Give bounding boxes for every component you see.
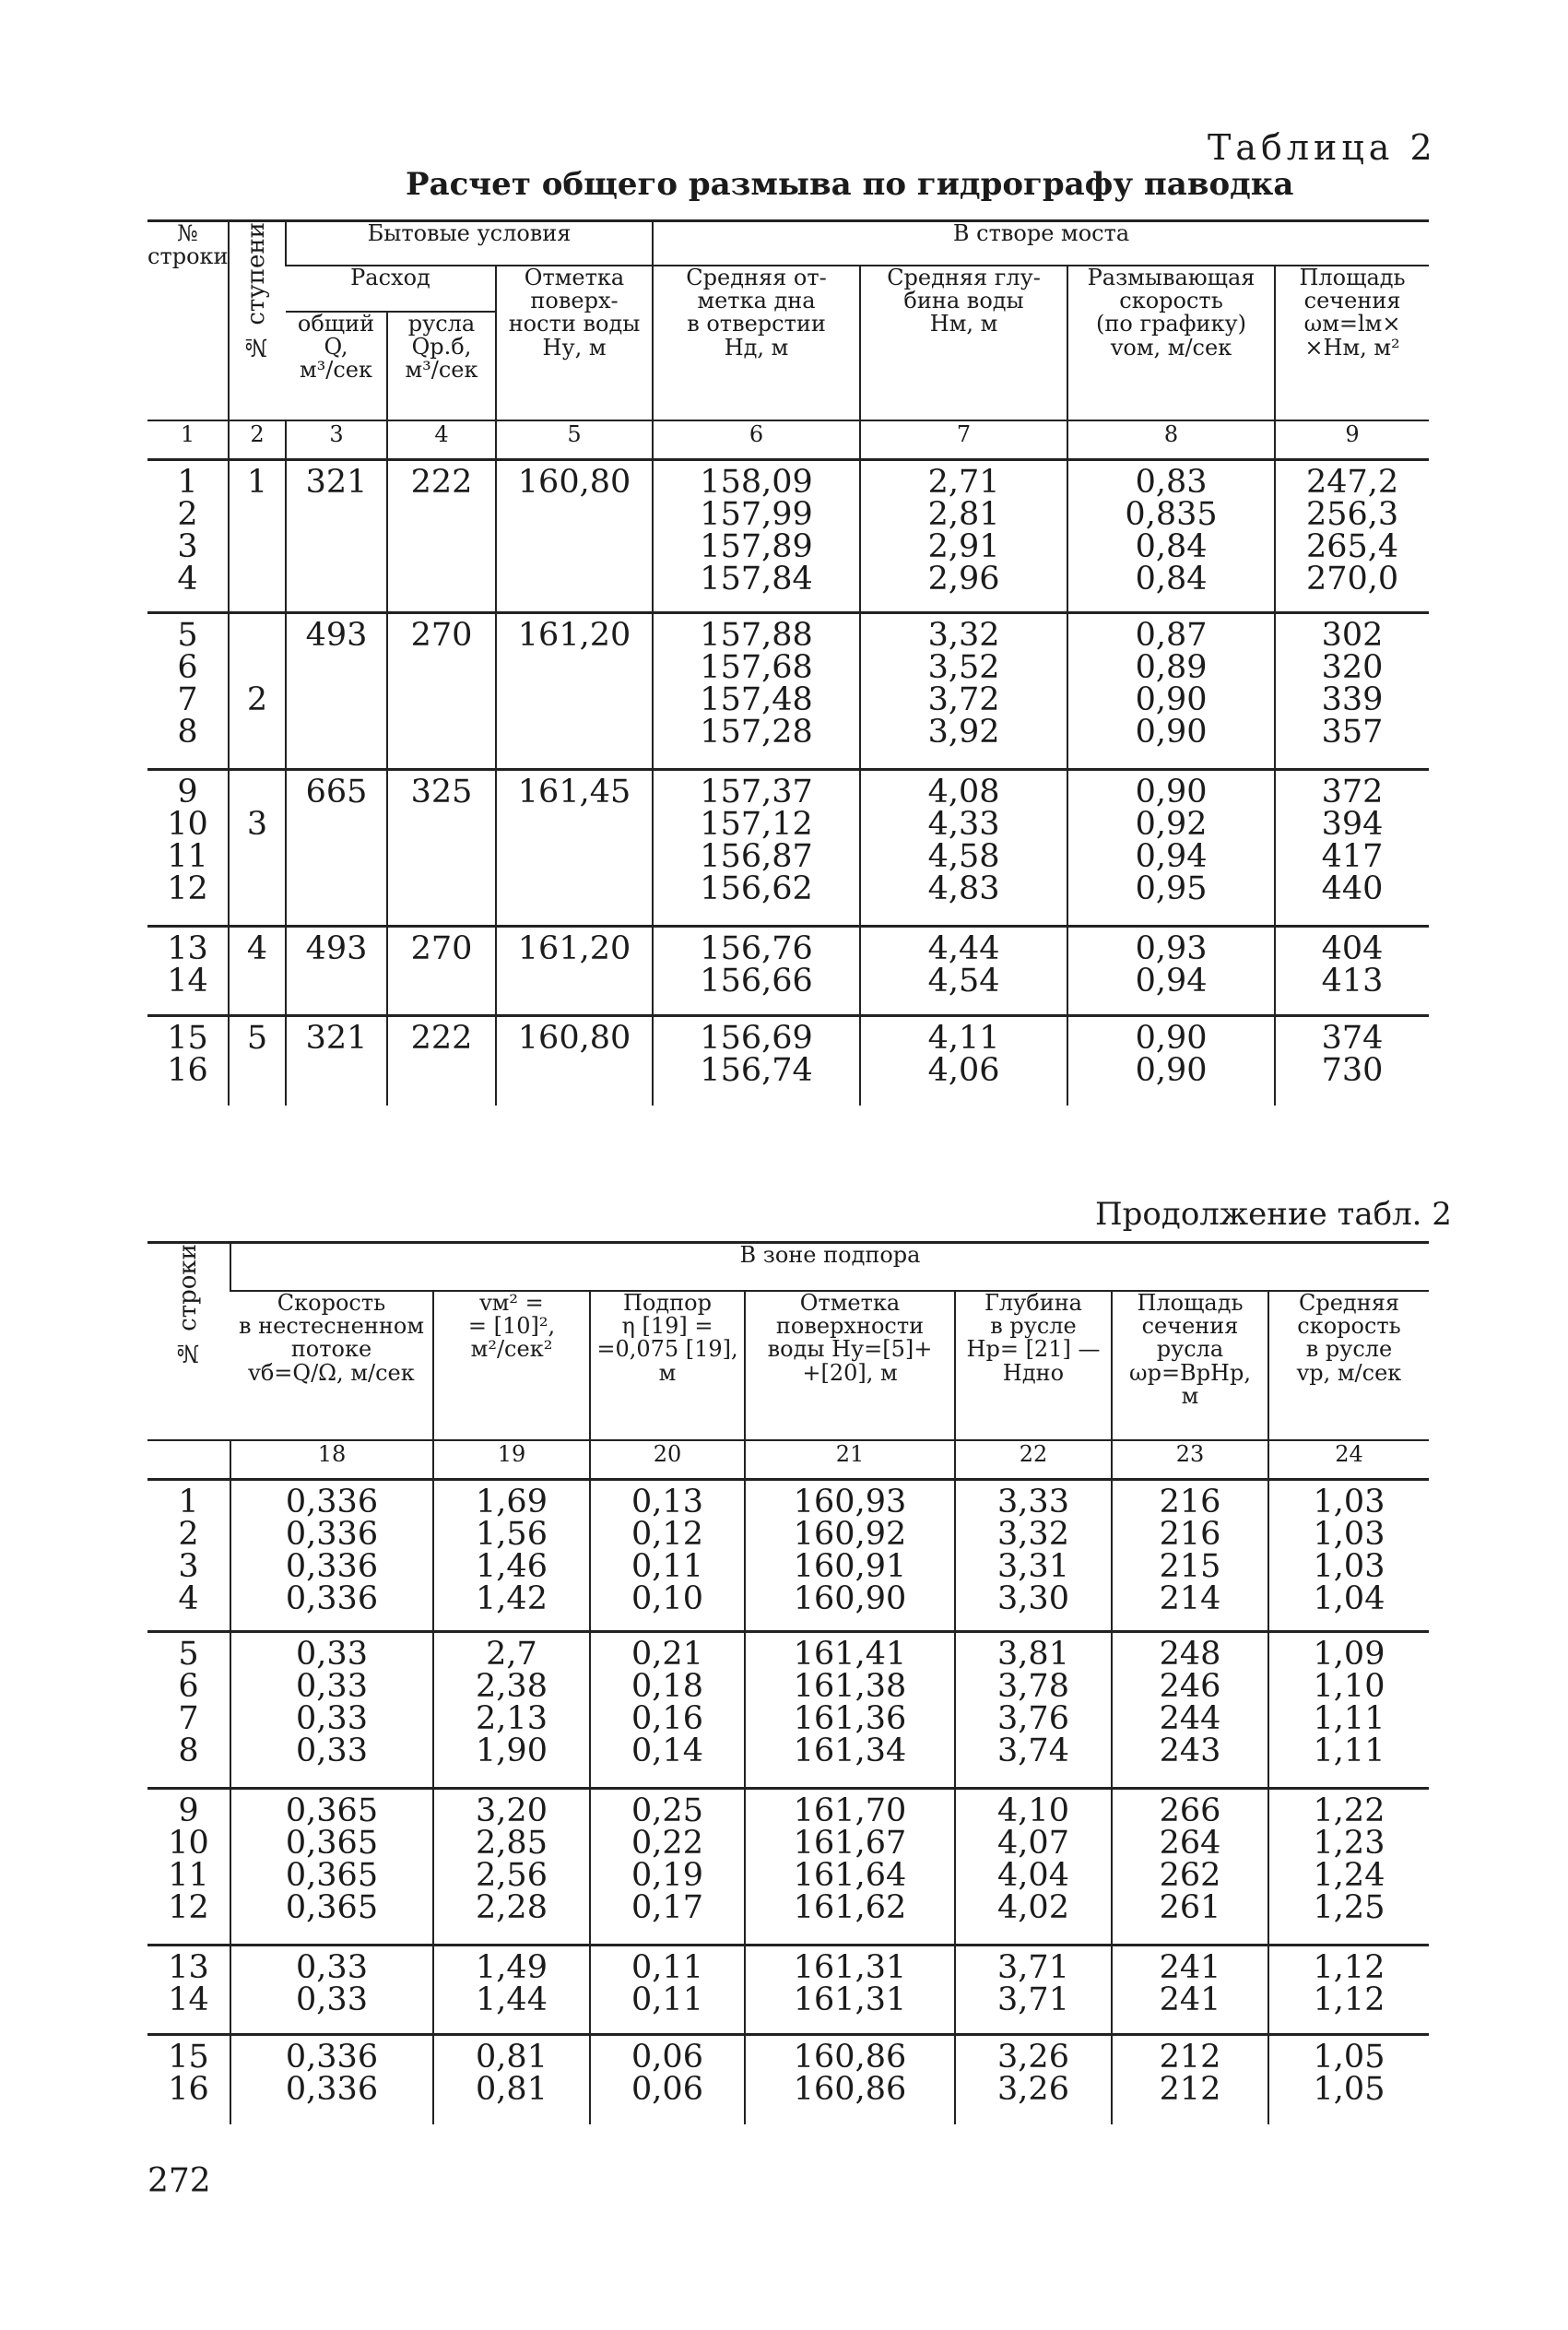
col-number: 5 — [496, 420, 653, 460]
header-water-level: Отметка поверх- ности воды Hу, м — [496, 266, 653, 420]
channel-discharge: 222 — [387, 1016, 496, 1106]
velocity-squared: 0,81 0,81 — [433, 2035, 590, 2124]
bed-level: 157,88 157,68 157,48 157,28 — [653, 613, 860, 770]
table-row-group — [147, 1480, 1429, 1632]
water-level: 161,20 — [496, 613, 653, 770]
channel-depth: 4,10 4,07 4,04 4,02 — [955, 1789, 1112, 1946]
header-total-discharge: общий Q, м³/сек — [297, 311, 375, 384]
channel-velocity: 1,22 1,23 1,24 1,25 — [1268, 1789, 1429, 1946]
free-flow-velocity: 0,365 0,365 0,365 0,365 — [230, 1789, 433, 1946]
velocity-squared: 1,69 1,56 1,46 1,42 — [433, 1480, 590, 1632]
hydrograph-scour-table — [147, 219, 1429, 1106]
column-number-row — [147, 420, 1429, 460]
header-row-number — [147, 1243, 230, 1441]
channel-discharge: 270 — [387, 927, 496, 1016]
header-bed-level: Средняя от- метка дна в отверстии Hд, м — [653, 266, 860, 420]
depth: 4,11 4,06 — [860, 1016, 1067, 1106]
velocity-squared: 2,7 2,38 2,13 1,90 — [433, 1632, 590, 1789]
total-discharge: 493 — [286, 927, 387, 1016]
stage-number: 3 — [229, 770, 286, 927]
header-velocity: Размывающая скорость (по графику) vом, м/сек — [1067, 266, 1275, 420]
scour-velocity: 0,93 0,94 — [1067, 927, 1275, 1016]
channel-depth: 3,81 3,78 3,76 3,74 — [955, 1632, 1112, 1789]
row-numbers: 5 6 7 8 — [147, 1632, 230, 1789]
continuation-caption: Продолжение табл. 2 — [1095, 1196, 1452, 1233]
row-numbers: 13 14 — [147, 927, 229, 1016]
col-number: 18 — [230, 1440, 433, 1480]
channel-area: 212 212 — [1112, 2035, 1268, 2124]
total-discharge: 665 — [286, 770, 387, 927]
water-level: 161,31 161,31 — [745, 1946, 955, 2035]
water-level: 160,93 160,92 160,91 160,90 — [745, 1480, 955, 1632]
depth: 4,08 4,33 4,58 4,83 — [860, 770, 1067, 927]
section-area: 247,2 256,3 265,4 270,0 — [1275, 460, 1429, 613]
row-numbers: 5 6 7 8 — [147, 613, 229, 770]
header-area: Площадь сечения ωм=lм× ×Hм, м² — [1275, 266, 1429, 420]
row-numbers: 9 10 11 12 — [147, 770, 229, 927]
table-row-group — [147, 460, 1429, 613]
section-area: 302 320 339 357 — [1275, 613, 1429, 770]
channel-depth: 3,26 3,26 — [955, 2035, 1112, 2124]
water-level: 161,45 — [496, 770, 653, 927]
water-level: 161,20 — [496, 927, 653, 1016]
header-backwater-zone: В зоне подпора — [230, 1243, 1429, 1292]
backwater: 0,06 0,06 — [590, 2035, 745, 2124]
table-row-group — [147, 1632, 1429, 1789]
header-channel-discharge: русла Qр.б, м³/сек — [387, 312, 496, 420]
row-numbers: 15 16 — [167, 1020, 208, 1089]
stage-number: 4 — [229, 927, 286, 1016]
free-flow-velocity: 0,336 0,336 0,336 0,336 — [230, 1480, 433, 1632]
free-flow-velocity: 0,336 0,336 — [230, 2035, 433, 2124]
table-row-group — [147, 1946, 1429, 2035]
col-number: 6 — [653, 420, 860, 460]
header-channel-depth: Глубина в русле Hр= [21] — Hдно — [955, 1291, 1112, 1440]
table-row-group — [147, 1016, 1429, 1106]
col-number: 19 — [433, 1440, 590, 1480]
water-level: 160,86 160,86 — [745, 2035, 955, 2124]
water-level: 160,80 — [496, 1016, 653, 1106]
table-caption: Таблица 2 — [1208, 127, 1437, 168]
row-numbers: 9 10 11 12 — [147, 1789, 230, 1946]
row-numbers: 13 14 — [147, 1946, 230, 2035]
channel-discharge: 270 — [387, 613, 496, 770]
page-number: 272 — [147, 2162, 211, 2200]
backwater: 0,25 0,22 0,19 0,17 — [590, 1789, 745, 1946]
depth: 3,32 3,52 3,72 3,92 — [860, 613, 1067, 770]
col-number: 24 — [1268, 1440, 1429, 1480]
scour-velocity: 0,87 0,89 0,90 0,90 — [1067, 613, 1275, 770]
table-title: Расчет общего размыва по гидрографу паводка — [406, 166, 1294, 203]
row-numbers: 15 16 — [168, 2039, 209, 2108]
table-row-group — [147, 927, 1429, 1016]
col-number: 20 — [590, 1440, 745, 1480]
bed-level: 156,69 156,74 — [653, 1016, 860, 1106]
channel-velocity: 1,05 1,05 — [1268, 2035, 1429, 2124]
col-number: 1 — [147, 420, 229, 460]
row-numbers: 1 2 3 4 — [147, 460, 229, 613]
col-number: 23 — [1112, 1440, 1268, 1480]
header-stage-number — [229, 221, 286, 421]
water-level: 161,41 161,38 161,36 161,34 — [745, 1632, 955, 1789]
col-number: 3 — [286, 420, 387, 460]
backwater: 0,13 0,12 0,11 0,10 — [590, 1480, 745, 1632]
stage-number: 2 — [229, 613, 286, 770]
bed-level: 157,37 157,12 156,87 156,62 — [653, 770, 860, 927]
section-area: 404 413 — [1275, 927, 1429, 1016]
water-level: 160,80 — [496, 460, 653, 613]
channel-depth: 3,71 3,71 — [955, 1946, 1112, 2035]
col-number: 21 — [745, 1440, 955, 1480]
channel-velocity: 1,12 1,12 — [1268, 1946, 1429, 2035]
bed-level: 158,09 157,99 157,89 157,84 — [653, 460, 860, 613]
col-number: 9 — [1275, 420, 1429, 460]
backwater: 0,11 0,11 — [590, 1946, 745, 2035]
channel-velocity: 1,03 1,03 1,03 1,04 — [1268, 1480, 1429, 1632]
col-number: 7 — [860, 420, 1067, 460]
scour-velocity: 0,90 0,92 0,94 0,95 — [1067, 770, 1275, 927]
col-number: 8 — [1067, 420, 1275, 460]
free-flow-velocity: 0,33 0,33 0,33 0,33 — [230, 1632, 433, 1789]
section-area: 374 730 — [1275, 1016, 1429, 1106]
bed-level: 156,76 156,66 — [653, 927, 860, 1016]
channel-depth: 3,33 3,32 3,31 3,30 — [955, 1480, 1112, 1632]
col-number-blank — [147, 1440, 230, 1480]
depth: 4,44 4,54 — [860, 927, 1067, 1016]
row-number-label: № строки — [173, 1244, 202, 1367]
header-channel-velocity: Средняя скорость в русле vр, м/сек — [1268, 1291, 1429, 1440]
total-discharge: 321 — [286, 1016, 387, 1106]
table-row-group — [147, 1789, 1429, 1946]
row-numbers: 1 2 3 4 — [147, 1480, 230, 1632]
channel-area: 248 246 244 243 — [1112, 1632, 1268, 1789]
column-number-row — [147, 1440, 1429, 1480]
free-flow-velocity: 0,33 0,33 — [230, 1946, 433, 2035]
scour-velocity: 0,83 0,835 0,84 0,84 — [1067, 460, 1275, 613]
header-free-flow-velocity: Скорость в нестесненном потоке vб=Q/Ω, м/сек — [230, 1291, 433, 1440]
velocity-squared: 3,20 2,85 2,56 2,28 — [433, 1789, 590, 1946]
header-velocity-squared: vм² = = [10]², м²/сек² — [433, 1291, 590, 1440]
channel-discharge: 325 — [387, 770, 496, 927]
backwater: 0,21 0,18 0,16 0,14 — [590, 1632, 745, 1789]
header-depth: Средняя глу- бина воды Hм, м — [860, 266, 1067, 420]
velocity-squared: 1,49 1,44 — [433, 1946, 590, 2035]
total-discharge: 493 — [286, 613, 387, 770]
header-bridge-section: В створе моста — [653, 221, 1429, 266]
col-number: 2 — [229, 420, 286, 460]
depth: 2,71 2,81 2,91 2,96 — [860, 460, 1067, 613]
header-existing-conditions: Бытовые условия — [286, 221, 653, 266]
header-channel-area: Площадь сечения русла ωр=BрHр, м — [1112, 1291, 1268, 1440]
backwater-zone-table — [147, 1241, 1429, 2124]
section-area: 372 394 417 440 — [1275, 770, 1429, 927]
channel-discharge: 222 — [387, 460, 496, 613]
col-number: 4 — [387, 420, 496, 460]
stage-number: 5 — [229, 1016, 286, 1106]
channel-area: 241 241 — [1112, 1946, 1268, 2035]
channel-velocity: 1,09 1,10 1,11 1,11 — [1268, 1632, 1429, 1789]
table-row-group — [147, 613, 1429, 770]
table-row-group — [147, 2035, 1429, 2124]
table-row-group — [147, 770, 1429, 927]
stage-number: 1 — [229, 460, 286, 613]
channel-area: 216 216 215 214 — [1112, 1480, 1268, 1632]
header-row-number: № строки — [147, 221, 229, 421]
total-discharge: 321 — [286, 460, 387, 613]
header-water-level: Отметка поверхности воды Hу=[5]+ +[20], м — [745, 1291, 955, 1440]
header-discharge: Расход — [286, 266, 496, 312]
header-backwater: Подпор η [19] = =0,075 [19], м — [590, 1291, 745, 1440]
water-level: 161,70 161,67 161,64 161,62 — [745, 1789, 955, 1946]
col-number: 22 — [955, 1440, 1112, 1480]
stage-number-label: № ступени — [242, 222, 271, 361]
scour-velocity: 0,90 0,90 — [1067, 1016, 1275, 1106]
channel-area: 266 264 262 261 — [1112, 1789, 1268, 1946]
